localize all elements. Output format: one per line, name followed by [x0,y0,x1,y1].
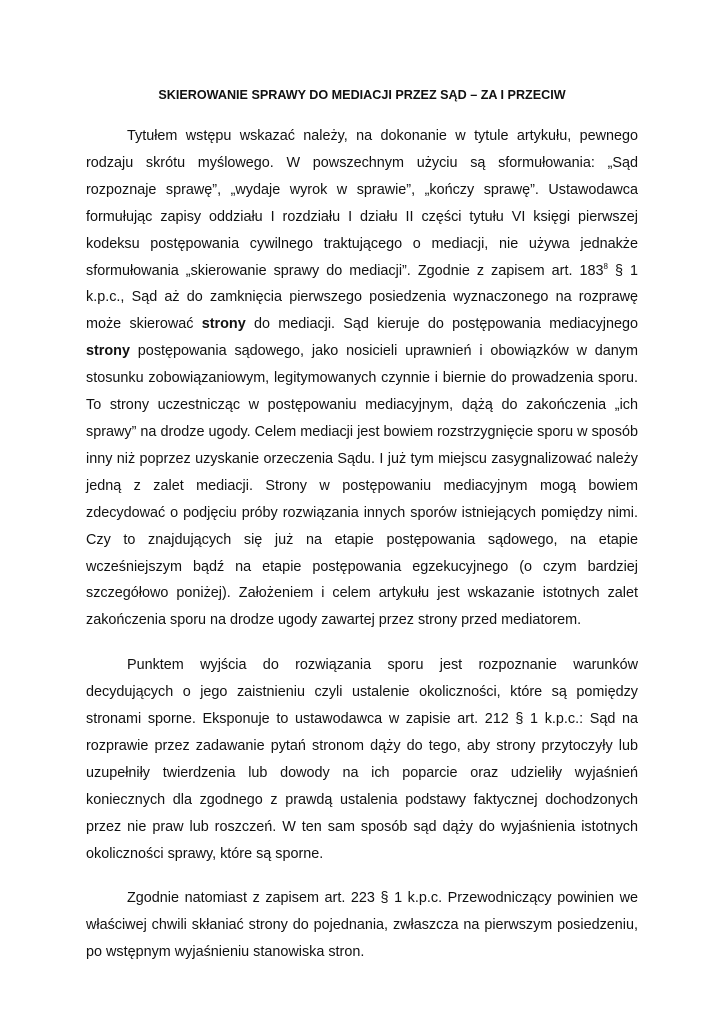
paragraph-3: Zgodnie natomiast z zapisem art. 223 § 1 k.p.c. Przewodniczący powinien we właściwej chwili skłaniać strony do pojednania, zwłaszcza na pierwszym posiedzeniu, po wstępnym wyjaśnieniu stanowiska stron. [86,890,638,961]
article-superscript: 8 [603,261,608,271]
paragraph-1-text-d: postępowania sądowego, jako nosicieli uprawnień i obowiązków w danym stosunku zobowiązaniowym, legitymowanych czynnie i biernie do prowadzenia sporu. To strony uczestnicząc w postępowaniu mediacyjnym, dążą do zakończenia „ich sprawy” na drodze ugody. Celem mediacji jest bowiem rozstrzygnięcie sporu w sposób inny niż poprzez uzyskanie orzeczenia Sądu. I już tym miejscu zasygnalizować należy jedną z zalet mediacji. Strony w postępowaniu mediacyjnym mogą bowiem zdecydować o podjęciu próby rozwiązania innych sporów istniejących pomiędzy nimi. Czy to znajdujących się już na etapie postępowania sądowego, na etapie wcześniejszym bądź na etapie postępowania egzekucyjnego (o czym bardziej szczegółowo poniżej). Założeniem i celem artykułu jest wskazanie istotnych zalet zakończenia sporu na drodze ugody zawartej przez strony przed mediatorem. [86,343,638,629]
paragraph-1 [86,123,638,634]
paragraph-2: Punktem wyjścia do rozwiązania sporu jest rozpoznanie warunków decydujących o jego zaistnieniu czyli ustalenie okoliczności, które są pomiędzy stronami sporne. Eksponuje to ustawodawca w zapisie art. 212 § 1 k.p.c.: Sąd na rozprawie przez zadawanie pytań stronom dąży do tego, aby strony przytoczyły lub uzupełniły twierdzenia lub dowody na ich poparcie oraz udzieliły wyjaśnień koniecznych dla zgodnego z prawdą ustalenia podstawy faktycznej dochodzonych przez nie praw lub roszczeń. W ten sam sposób sąd dąży do wyjaśnienia istotnych okoliczności sprawy, które są sporne. [86,657,638,862]
emphasis-strony-1: strony [201,316,246,333]
paragraph-1-text-b: § 1 k.p.c., Sąd aż do zamknięcia pierwszego posiedzenia wyznaczonego na rozprawę może skierować [86,262,638,333]
document-title: SKIEROWANIE SPRAWY DO MEDIACJI PRZEZ SĄD – ZA I PRZECIW [158,88,566,102]
emphasis-strony-2: strony [86,343,130,360]
paragraph-1-text-a: Tytułem wstępu wskazać należy, na dokonanie w tytule artykułu, pewnego rodzaju skrótu myślowego. W powszechnym użyciu są sformułowania: „Sąd rozpoznaje sprawę”, „wydaje wyrok w sprawie”, „kończy sprawę”. Ustawodawca formułując zapisy oddziału I rozdziału I działu II części tytułu VI księgi pierwszej kodeksu postępowania cywilnego traktującego o mediacji, nie używa jednakże sformułowania „skierowanie sprawy do mediacji”. Zgodnie z zapisem art. 183 [86,128,638,279]
paragraph-1-text-c: do mediacji. Sąd kieruje do postępowania mediacyjnego [245,316,638,333]
